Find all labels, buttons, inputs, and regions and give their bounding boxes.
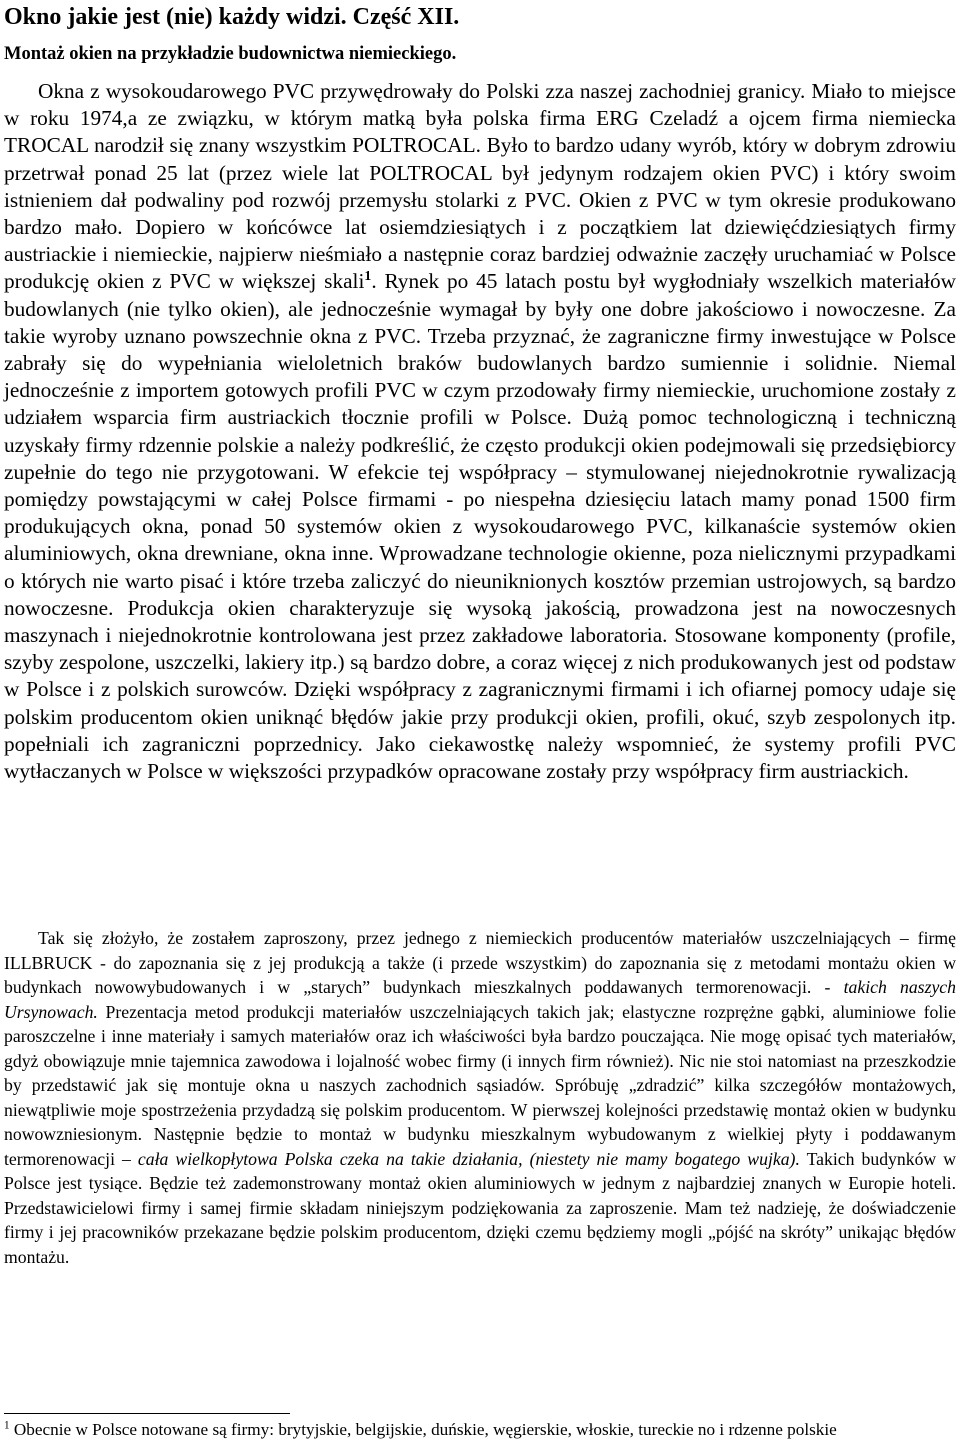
- paragraph-1-text-b: . Rynek po 45 latach postu był wygłodniały wszelkich materiałów budowlanych (nie tylko okien), ale jednocześnie wymagał by były one dobre jakościowo i nowoczesne. Za takie wyroby uznano powszechnie okna z PVC. Trzeba przyznać, że zagraniczne firmy inwestujące w Polsce zabrały się do wypełniania wieloletnich braków budowlanych bardzo sumiennie i solidnie. Niemal jednocześnie z importem gotowych profili PVC w czym przodowały firmy niemieckie, uruchomione zostały z udziałem wsparcia firm austriackich tłocznie profili w Polsce. Dużą pomoc technologiczną i techniczną uzyskały firmy rdzennie polskie a należy podkreślić, że często produkcji okien podejmowali się przedsiębiorcy zupełnie do tego nie przygotowani. W efekcie tej współpracy – stymulowanej niejednokrotnie rywalizacją pomiędzy powstającymi w całej Polsce firmami - po niespełna dziesięciu latach mamy ponad 1500 firm produkujących okna, ponad 50 systemów okien z wysokoudarowego PVC, kilkanaście systemów okien aluminiowych, okna drewniane, okna inne. Wprowadzane technologie okienne, poza nielicznymi przypadkami o których nie warto pisać i które trzeba zaliczyć do nieuniknionych kosztów przemian ustrojowych, są bardzo nowoczesne. Produkcja okien charakteryzuje się wysoką jakością, prowadzona jest na nowoczesnych maszynach i niejednokrotnie kontrolowana jest przez zakładowe laboratoria. Stosowane komponenty (profile, szyby zespolone, uszczelki, lakiery itp.) są bardzo dobre, a coraz więcej z nich produkowanych jest od podstaw w Polsce i z polskich surowców. Dzięki współpracy z zagranicznymi firmami i ich ofiarnej pomocy udaje się polskim producentom okien uniknąć błędów jakie przy produkcji okien, profili, okuć, szyb zespolonych itp. popełniali ich zagraniczni poprzednicy. Jako ciekawostkę należy wspomnieć, że systemy profili PVC wytłaczanych w Polsce w większości przypadków opracowane zostały przy współpracy firm austriackich.: [4, 269, 956, 784]
- page-title: Okno jakie jest (nie) każdy widzi. Część XII.: [4, 4, 460, 30]
- footnote-reference[interactable]: 1: [364, 268, 372, 284]
- page-subtitle: Montaż okien na przykładzie budownictwa niemieckiego.: [4, 44, 457, 64]
- footnote-text: Obecnie w Polsce notowane są firmy: brytyjskie, belgijskie, duńskie, węgierskie, włoskie, tureckie no i rdzenne polskie: [9, 1420, 837, 1439]
- body-paragraph-2: [4, 926, 956, 1269]
- paragraph-2-italic-b: cała wielkopłytowa Polska czeka na takie działania, (niestety nie mamy bogatego wujka).: [137, 1148, 800, 1169]
- footnote-mark: 1: [4, 1419, 10, 1432]
- body-paragraph-1: [4, 78, 956, 785]
- paragraph-1-text-a: Okna z wysokoudarowego PVC przywędrowały do Polski zza naszej zachodniej granicy. Miało to miejsce w roku 1974,a ze związku, w którym matką była polska firma ERG Czeladź a ojcem firma niemiecka TROCAL narodził się znany wszystkim POLTROCAL. Było to bardzo udany wyrób, który w dobrym zdrowiu przetrwał ponad 25 lat (przez wiele lat POLTROCAL był jedynym rodzajem okien PVC) i który swoim istnieniem dał podwaliny pod rozwój przemysłu stolarki z PVC. Okien z PVC w tym okresie produkowano bardzo mało. Dopiero w końcówce lat osiemdziesiątych i z początkiem lat dziewięćdziesiątych firmy austriackie i niemieckie, najpierw nieśmiało a następnie coraz bardziej odważnie zaczęły uruchamiać w Polsce produkcję okien z PVC w większej skali: [4, 79, 956, 294]
- paragraph-2-text-b: Prezentacja metod produkcji materiałów uszczelniających takich jak; elastyczne rozprężne gąbki, aluminiowe folie paroszczelne i inne materiały i samych materiałów oraz ich właściwości była bardzo pouczająca. Nie mogę opisać tych materiałów, gdyż obowiązuje mnie tajemnica zawodowa i lojalność wobec firmy (i innych firm również). Nic nie stoi natomiast na przeszkodzie by przedstawić jak się montuje okna u naszych zachodnich sąsiadów. Spróbuję „zdradzić” kilka szczegółów montażowych, niewątpliwie moje spostrzeżenia przydadzą się polskim producentom. W pierwszej kolejności przedstawię montaż okien w budynku nowowzniesionym. Następnie będzie to montaż w budynku mieszkalnym wybudowanym z wielkiej płyty i poddawanym termorenowacji –: [4, 1001, 956, 1169]
- paragraph-2-text-a: Tak się złożyło, że zostałem zaproszony, przez jednego z niemieckich producentów materiałów uszczelniających – firmę ILLBRUCK - do zapoznania się z jej produkcją a także (i przede wszystkim) do zapoznania się z metodami montażu okien w budynkach nowowybudowanych i w „starych” budynkach mieszkalnych poddawanych termorenowacji. -: [4, 928, 956, 997]
- footnote: [4, 1418, 944, 1442]
- paragraph-2-text-c: Takich budynków w Polsce jest tysiące. Będzie też zademonstrowany montaż okien aluminiowych w jednym z najbardziej znanych w Europie hoteli. Przedstawicielowi firmy i samej firmie składam niniejszym podziękowania za zaproszenie. Mam też nadzieję, że doświadczenie firmy i jej pracowników przekazane będzie polskim producentom, dzięki czemu będziemy mogli „pójść na skróty” unikając błędów montażu.: [4, 1148, 956, 1267]
- paragraph-2-italic-a: takich naszych Ursynowach.: [4, 977, 956, 1022]
- footnote-divider: [4, 1413, 290, 1414]
